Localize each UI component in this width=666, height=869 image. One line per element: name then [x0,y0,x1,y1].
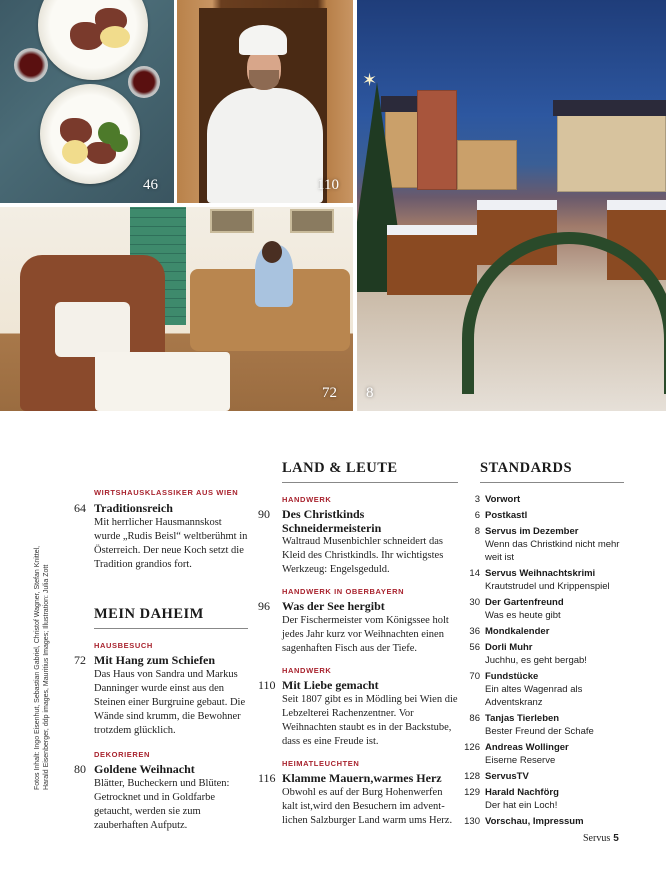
standards-description: Juchhu, es geht bergab! [485,655,587,666]
standards-title: Postkastl [485,510,528,521]
standards-page-number: 126 [464,742,480,753]
standards-page-number: 56 [469,642,480,653]
chef-coat [207,88,323,203]
standards-item[interactable] [456,712,624,738]
entry-description: Der Fischermeister vom Königssee holt jedes Jahr kurz vor Weihnachten einen sagenhaften Fisch aus der Tiefe. [282,615,449,654]
section-kicker: WIRTSHAUSKLASSIKER AUS WIEN [94,488,239,497]
standards-title: Mondkalender [485,626,550,637]
entry-page-number: 90 [258,507,270,521]
roof [553,100,666,116]
white-pillow [55,302,130,357]
photo-living-room [0,207,353,411]
column-land-leute [258,460,458,828]
standards-title: Harald Nachförg [485,787,559,798]
standards-item[interactable] [456,770,624,783]
standards-title: Fundstücke [485,671,539,682]
standards-description: Der hat ein Loch! [485,800,558,811]
standards-title: Der Gartenfreund [485,597,564,608]
standards-page-number: 130 [464,816,480,827]
toc-entry[interactable] [258,587,458,656]
chef-hat [239,25,287,55]
standards-item[interactable] [456,567,624,593]
standards-page-number: 8 [474,526,480,537]
toc-entry[interactable] [74,750,248,833]
white-blanket [95,352,230,411]
entry-description: Das Haus von Sandra und Markus Danninger wurde einst aus den Steinen einer Burgruine gebaut. Die Wände sind krumm, die Bewohner trotzdem glücklich. [94,669,246,736]
section-kicker: HANDWERK IN OBERBAYERN [282,587,405,596]
standards-item[interactable] [456,641,624,667]
standards-page-number: 30 [469,597,480,608]
photo-chef [177,0,353,203]
toc-entry[interactable] [258,495,458,577]
photo-page-number: 72 [322,385,337,401]
standards-title: ServusTV [485,771,529,782]
standards-page-number: 6 [474,510,480,521]
tower-building [417,90,457,190]
section-kicker: HEIMATLEUCHTEN [282,759,360,768]
photo-credits: Fotos Inhalt: Ingo Eisenhut, Sebastian Gabriel, Christof Wagner, Stefan Knittel, Harald Eisenberger, ddp images, Mauritius Images; Illustration: Julia Zott [34,545,50,790]
section-heading-land-leute: LAND & LEUTE [282,460,458,483]
market-hut [387,225,477,295]
section-kicker: HANDWERK [282,666,332,675]
entry-description: Mit herrlicher Hausmannskost wurde „Rudis Beisl“ weltberühmt in Österreich. Der neue Koch setzt die Tradition grandios fort. [94,517,248,570]
entry-title: Was der See hergibt [282,599,385,613]
entry-title: Des Christkinds Schneidermeisterin [282,507,382,535]
entry-title: Traditionsreich [94,501,173,515]
section-heading-standards: STANDARDS [480,460,624,483]
standards-page-number: 128 [464,771,480,782]
section-kicker: DEKORIEREN [94,750,151,759]
standards-item[interactable] [456,596,624,622]
standards-page-number: 70 [469,671,480,682]
column-standards [456,460,624,831]
standards-list [456,493,624,828]
standards-item[interactable] [456,815,624,828]
standards-page-number: 86 [469,713,480,724]
star-icon: ✶ [362,70,378,90]
entry-description: Waltraud Musenbichler schneidert das Kleid des Christkindls. Ihr wichtigstes Werkzeug: Engelsgeduld. [282,536,444,575]
entry-page-number: 64 [74,501,86,515]
entry-page-number: 72 [74,653,86,667]
standards-item[interactable] [456,509,624,522]
entry-description: Seit 1807 gibt es in Mödling bei Wien die Lebzelterei Rachenzentner. Vor Weihnachten staubt es in der Backstube, dass es eine Freude ist. [282,694,458,747]
photo-page-number: 46 [143,177,158,193]
entry-page-number: 116 [258,771,276,785]
entry-description: Obwohl es auf der Burg Hohenwerfen kalt ist,wird den Besuchern im adventlichen Salzburger Land warm ums Herz. [282,787,453,826]
entry-description: Blätter, Bucheckern und Blüten: Getrocknet und in Goldfarbe getaucht, werden sie zum zauberhaften Aufputz. [94,778,230,831]
entry-title: Mit Hang zum Schiefen [94,653,215,667]
standards-page-number: 14 [469,568,480,579]
section-kicker: HANDWERK [282,495,332,504]
entry-page-number: 96 [258,599,270,613]
standards-page-number: 36 [469,626,480,637]
standards-title: Tanjas Tierleben [485,713,560,724]
toc-entry[interactable] [74,641,248,738]
standards-item[interactable] [456,786,624,812]
standards-description: Eiserne Reserve [485,755,556,766]
standards-item[interactable] [456,670,624,709]
standards-description: Was es heute gibt [485,610,561,621]
standards-item[interactable] [456,625,624,638]
mash-potato [62,140,88,164]
photo-page-number: 110 [317,177,339,193]
photo-christmas-market [357,0,666,411]
toc-entry[interactable] [258,666,458,749]
standards-title: Servus im Dezember [485,526,579,537]
entry-title: Goldene Weihnacht [94,762,195,776]
toc-entry[interactable] [74,501,248,516]
standards-description: Bester Freund der Schafe [485,726,594,737]
footer-page-number: 5 [613,833,619,844]
standards-page-number: 3 [474,494,480,505]
standards-page-number: 129 [464,787,480,798]
footer-brand: Servus [583,833,611,844]
wall-picture [290,209,334,233]
building [457,140,517,190]
toc-entry[interactable] [258,759,458,828]
standards-title: Servus Weihnachtskrimi [485,568,596,579]
wine-glass [14,48,48,82]
wall-picture [210,209,254,233]
section-heading-mein-daheim: MEIN DAHEIM [94,606,248,629]
standards-description: Ein altes Wagenrad als Adventskranz [485,684,583,708]
standards-title: Andreas Wollinger [485,742,569,753]
wine-glass [128,66,160,98]
standards-title: Vorwort [485,494,521,505]
section-kicker: HAUSBESUCH [94,641,153,650]
page-footer [583,833,619,844]
entry-page-number: 80 [74,762,86,776]
entry-page-number: 110 [258,678,276,692]
entry-title: Klamme Mauern,warmes Herz [282,771,442,785]
standards-item[interactable] [456,493,624,506]
standards-description: Krautstrudel und Krippenspiel [485,581,610,592]
broccoli [110,134,128,152]
photo-page-number: 8 [366,385,374,401]
column-left [74,488,248,833]
standards-item[interactable] [456,525,624,564]
chef-beard [249,70,279,90]
woman-head [262,241,282,263]
standards-title: Dorli Muhr [485,642,533,653]
mash-potato [100,26,130,48]
town-hall [557,112,666,192]
photo-food-plates [0,0,174,203]
standards-description: Wenn das Christkind nicht mehr weit ist [485,539,620,563]
entry-title: Mit Liebe gemacht [282,678,379,692]
standards-item[interactable] [456,741,624,767]
standards-title: Vorschau, Impressum [485,816,584,827]
